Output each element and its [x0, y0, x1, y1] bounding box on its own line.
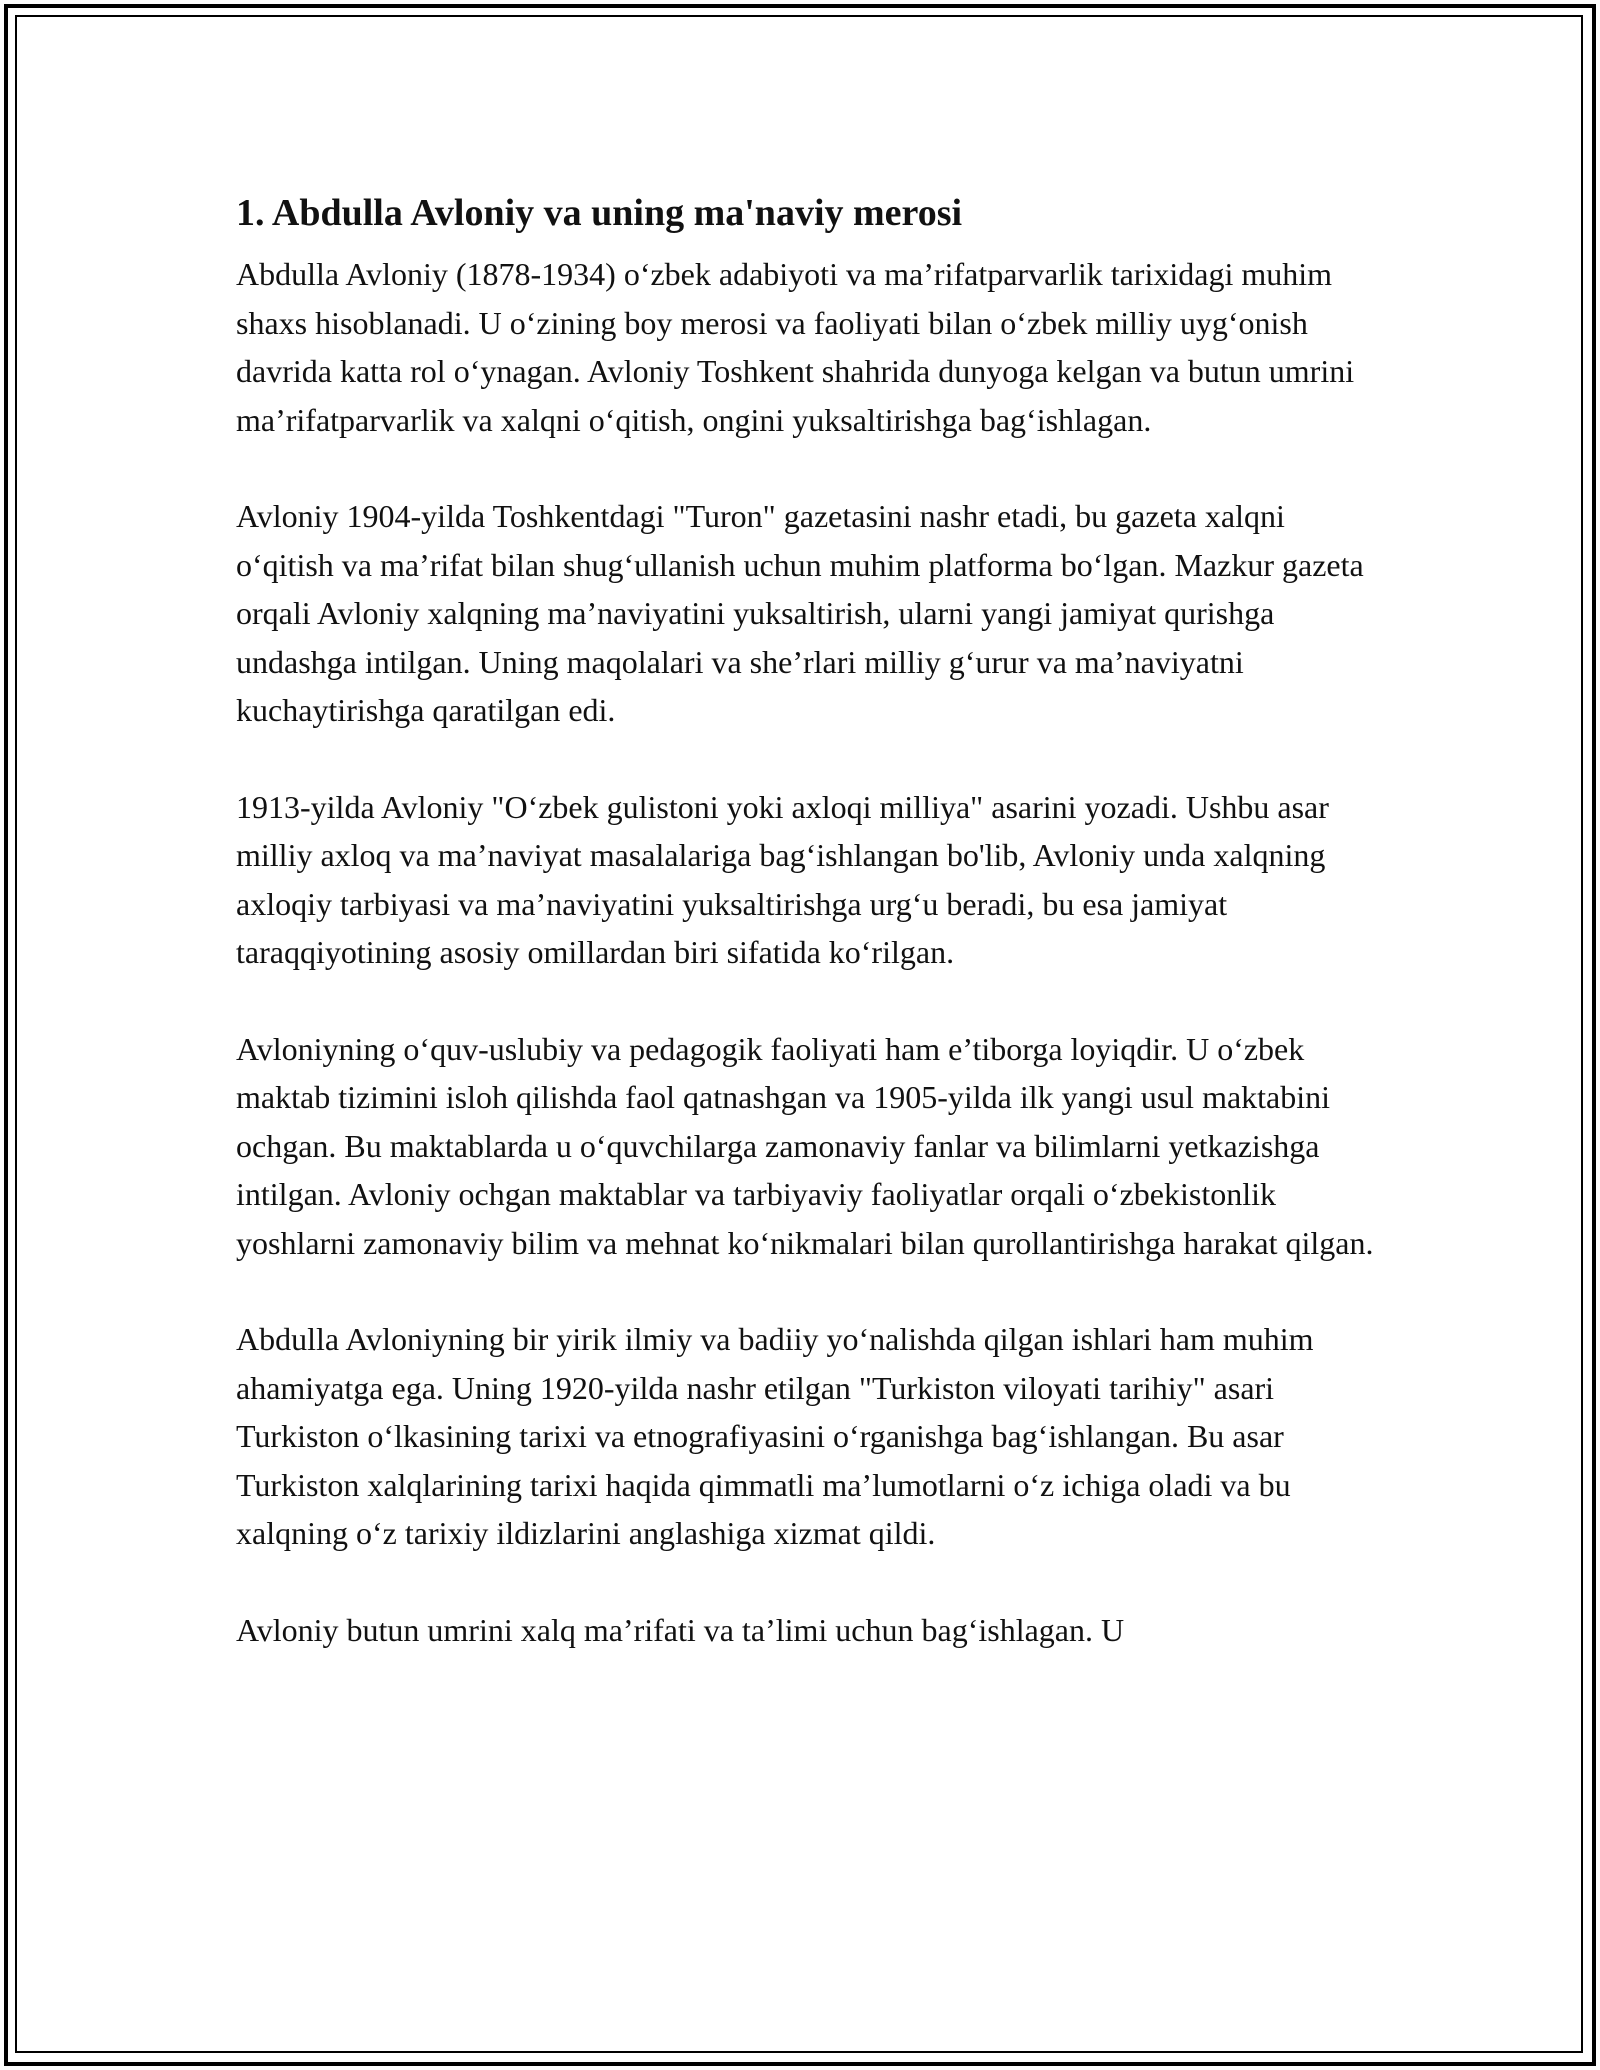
section-heading: 1. Abdulla Avloniy va uning ma'naviy merosi — [236, 192, 963, 234]
document-body — [236, 186, 1376, 1702]
paragraph-2: Avloniy 1904-yilda Toshkentdagi "Turon" gazetasini nashr etadi, bu gazeta xalqni o‘qitish va ma’rifat bilan shug‘ullanish uchun muhim platforma bo‘lgan. Mazkur gazeta orqali Avloniy xalqning ma’naviyatini yuksaltirish, ularni yangi jamiyat qurishga undashga intilgan. Uning maqolalari va she’rlari milliy g‘urur va ma’naviyatni kuchaytirishga qaratilgan edi. — [236, 498, 1364, 728]
paragraph-3: 1913-yilda Avloniy "O‘zbek gulistoni yoki axloqi milliya" asarini yozadi. Ushbu asar milliy axloq va ma’naviyat masalalariga bag‘ishlangan bo'lib, Avloniy unda xalqning axloqiy tarbiyasi va ma’naviyatini yuksaltirishga urg‘u beradi, bu esa jamiyat taraqqiyotining asosiy omillardan biri sifatida ko‘rilgan. — [236, 788, 1329, 970]
paragraph-4: Avloniyning o‘quv-uslubiy va pedagogik faoliyati ham e’tiborga loyiqdir. U o‘zbek maktab tizimini isloh qilishda faol qatnashgan va 1905-yilda ilk yangi usul maktabini ochgan. Bu maktablarda u o‘quvchilarga zamonaviy fanlar va bilimlarni yetkazishga intilgan. Avloniy ochgan maktablar va tarbiyaviy faoliyatlar orqali o‘zbekistonlik yoshlarni zamonaviy bilim va mehnat ko‘nikmalari bilan qurollantirishga harakat qilgan. — [236, 1030, 1374, 1261]
paragraph-1: Abdulla Avloniy (1878-1934) o‘zbek adabiyoti va ma’rifatparvarlik tarixidagi muhim shaxs hisoblanadi. U o‘zining boy merosi va faoliyati bilan o‘zbek milliy uyg‘onish davrida katta rol o‘ynagan. Avloniy Toshkent shahrida dunyoga kelgan va butun umrini ma’rifatparvarlik va xalqni o‘qitish, ongini yuksaltirishga bag‘ishlagan. — [236, 256, 1355, 438]
paragraph-6: Avloniy butun umrini xalq ma’rifati va ta’limi uchun bag‘ishlagan. U — [236, 1611, 1125, 1648]
paragraph-5: Abdulla Avloniyning bir yirik ilmiy va badiiy yo‘nalishda qilgan ishlari ham muhim ahamiyatga ega. Uning 1920-yilda nashr etilgan "Turkiston viloyati tarihiy" asari Turkiston o‘lkasining tarixi va etnografiyasini o‘rganishga bag‘ishlangan. Bu asar Turkiston xalqlarining tarixi haqida qimmatli ma’lumotlarni o‘z ichiga oladi va bu xalqning o‘z tarixiy ildizlarini anglashiga xizmat qildi. — [236, 1321, 1314, 1551]
